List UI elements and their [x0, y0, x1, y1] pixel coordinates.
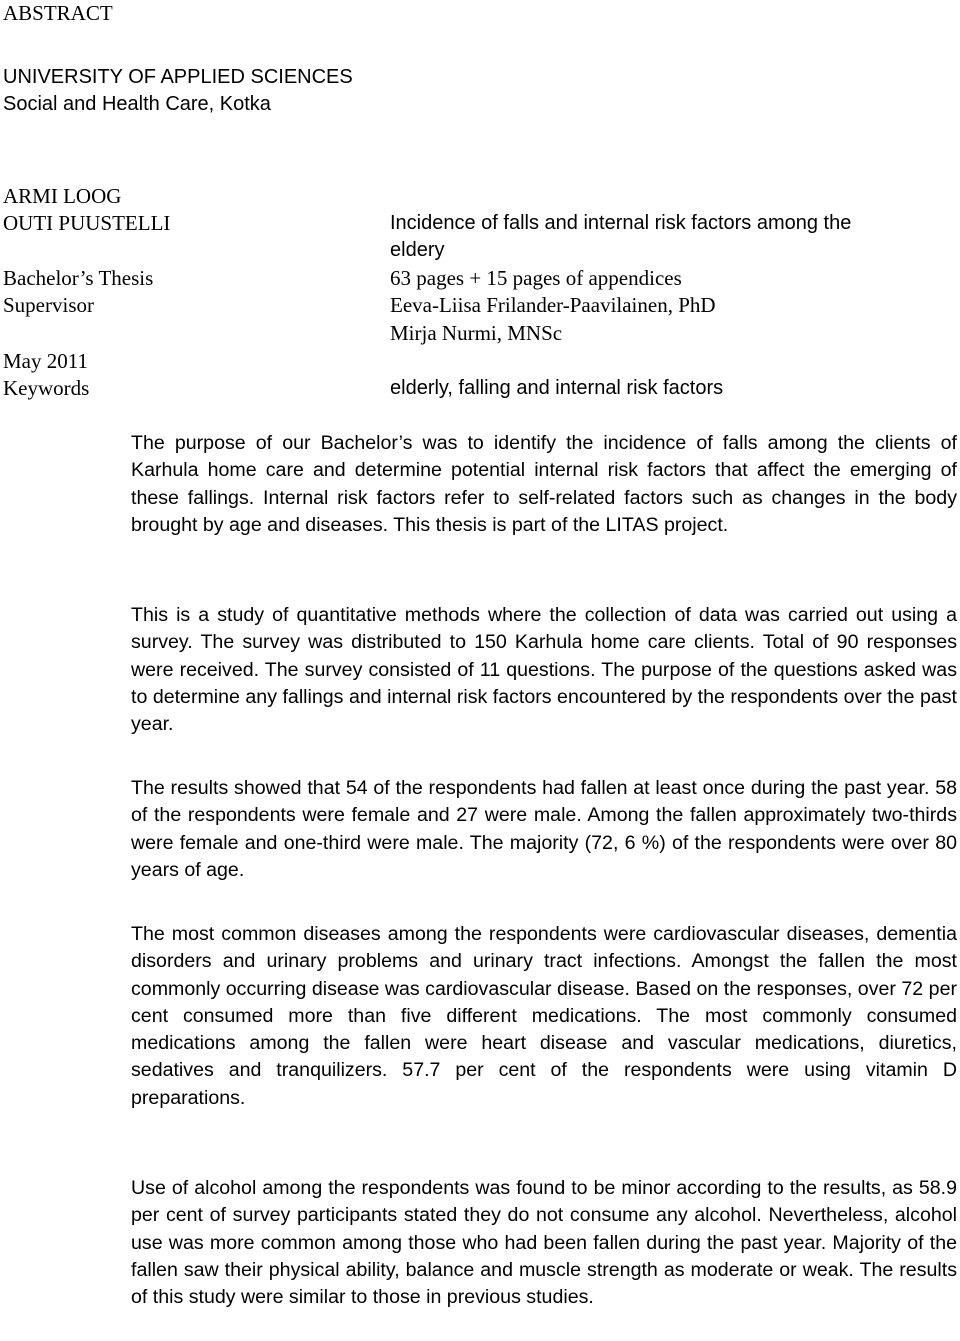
paragraph-results: The results showed that 54 of the respondents had fallen at least once during the past year. 58 of the respondents were female and 27 were male. Among the fallen approximately two-thirds were female and one-third were male. The majority (72, 6 %) of the respondents were over 80 years of age.	[131, 777, 957, 881]
keywords-value: elderly, falling and internal risk factors	[390, 377, 724, 399]
paragraph-methods: This is a study of quantitative methods where the collection of data was carried out using a survey. The survey was distributed to 150 Karhula home care clients. Total of 90 responses were received. The survey consisted of 11 questions. The purpose of the questions asked was to determine any fallings and internal risk factors encountered by the respondents over the past year.	[131, 604, 957, 736]
author-1: ARMI LOOG	[3, 184, 122, 208]
thesis-title-line-2: eldery	[390, 239, 445, 261]
supervisor-2: Mirja Nurmi, MNSc	[390, 321, 563, 345]
author-2: OUTI PUUSTELLI	[3, 211, 171, 235]
paragraph-diseases: The most common diseases among the respondents were cardiovascular diseases, dementia disorders and urinary problems and urinary tract infections. Amongst the fallen the most commonly occurring disease was cardiovascular disease. Based on the responses, over 72 per cent consumed more than five different medications. The most commonly consumed medications among the fallen were heart disease and vascular medications, diuretics, sedatives and tranquilizers. 57.7 per cent of the respondents were using vitamin D preparations.	[131, 923, 957, 1109]
abstract-heading: ABSTRACT	[3, 1, 113, 25]
page-count: 63 pages + 15 pages of appendices	[390, 266, 682, 290]
university-name: UNIVERSITY OF APPLIED SCIENCES	[3, 66, 353, 88]
supervisor-label: Supervisor	[3, 293, 94, 317]
date: May 2011	[3, 349, 88, 373]
supervisor-1: Eeva-Liisa Frilander-Paavilainen, PhD	[390, 293, 716, 317]
paragraph-alcohol: Use of alcohol among the respondents was found to be minor according to the results, as 58.9 per cent of survey participants stated they do not consume any alcohol. Nevertheless, alcohol use was more common among those who had been fallen during the past year. Majority of the fallen saw their physical ability, balance and muscle strength as moderate or weak. The results of this study were similar to those in previous studies.	[131, 1177, 957, 1309]
paragraph-purpose: The purpose of our Bachelor’s was to identify the incidence of falls among the clients of Karhula home care and determine potential internal risk factors that affect the emerging of these fallings. Internal risk factors refer to self-related factors such as changes in the body brought by age and diseases. This thesis is part of the LITAS project.	[131, 432, 957, 536]
department-name: Social and Health Care, Kotka	[3, 93, 271, 115]
bachelor-thesis-label: Bachelor’s Thesis	[3, 266, 154, 290]
thesis-title-line-1: Incidence of falls and internal risk factors among the	[390, 212, 852, 234]
keywords-label: Keywords	[3, 376, 90, 400]
